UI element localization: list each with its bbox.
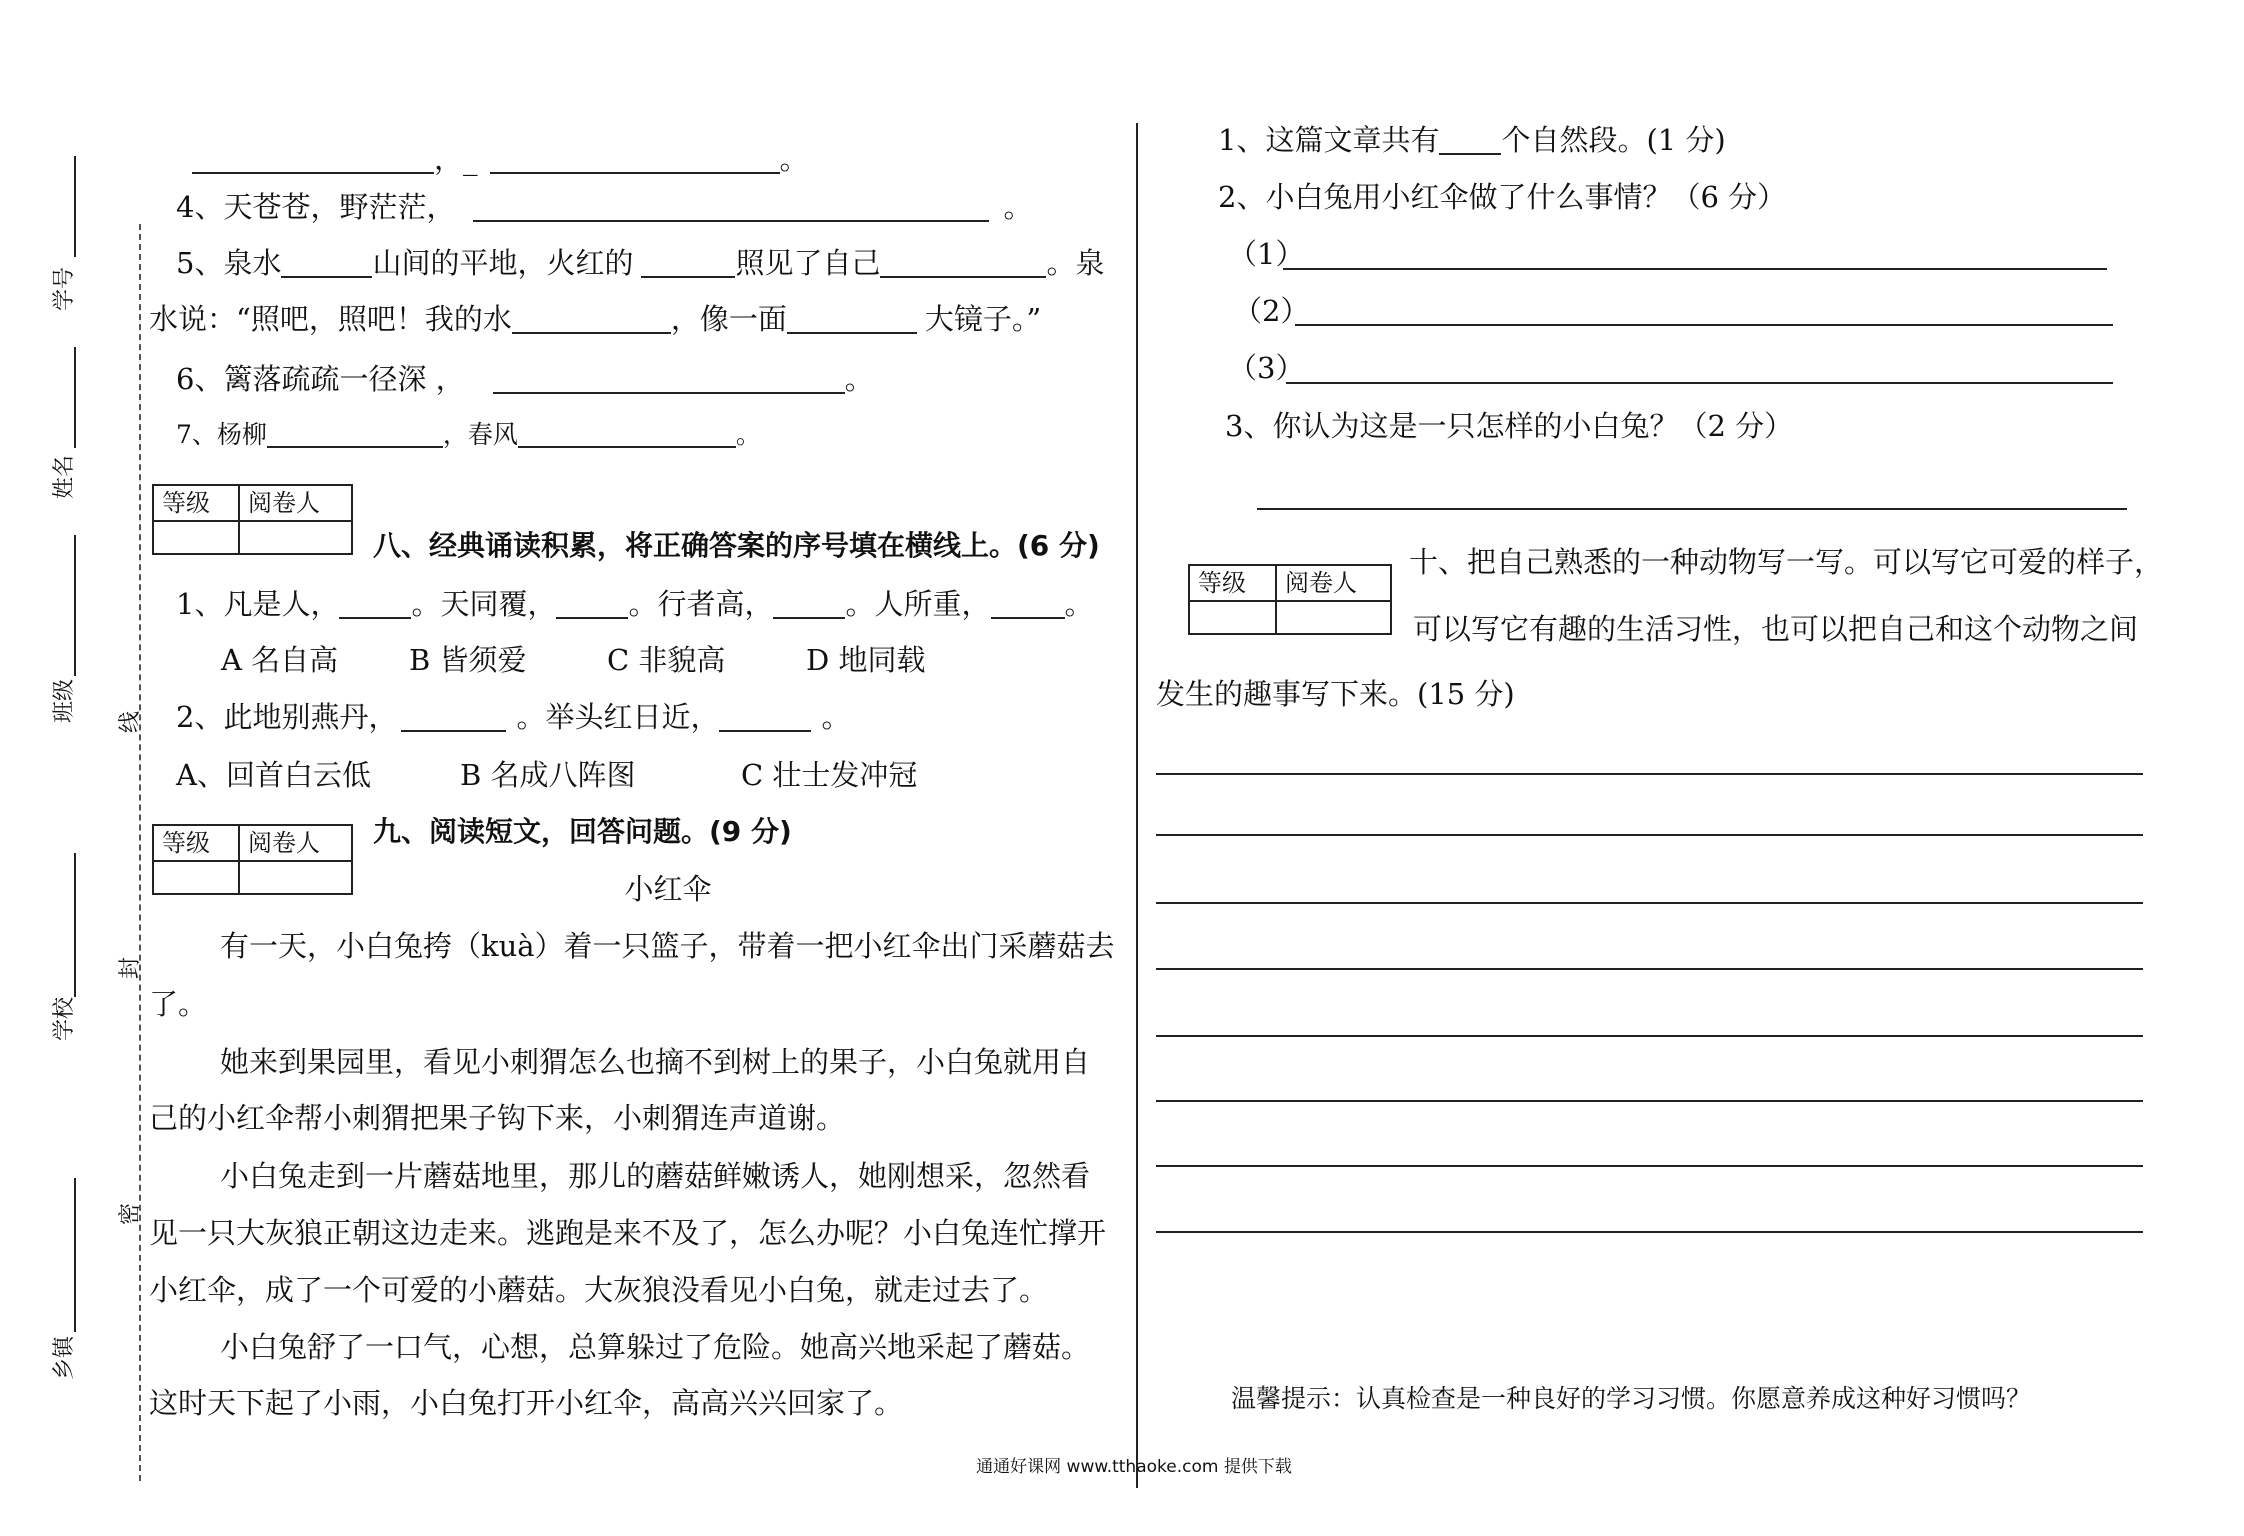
section-10-prompt-line-1: 十、把自己熟悉的一种动物写一写。可以写它可爱的样子，: [1409, 545, 2164, 579]
answer-blank: [787, 304, 917, 334]
question-text: 2、此地别燕丹，: [176, 700, 398, 734]
fill-in-text: 5、泉水: [176, 246, 282, 280]
grade-header: 等级: [153, 485, 239, 521]
answer-blank: [339, 589, 411, 619]
story-line: 己的小红伞帮小刺猬把果子钩下来，小刺猬连声道谢。: [149, 1101, 846, 1135]
fill-in-text: 水说：“照吧，照吧！我的水: [149, 302, 512, 336]
q2-option-b: B 名成八阵图: [460, 758, 636, 792]
writing-line: [1156, 1100, 2143, 1102]
answer-blank: [880, 248, 1046, 278]
fill-in-item-5-continued: [149, 299, 1041, 339]
question-text: 。行者高，: [628, 587, 774, 621]
story-line: 了。: [149, 987, 208, 1021]
section-8-question-2: [176, 697, 850, 737]
fill-in-text: 照见了自己: [735, 246, 881, 280]
question-text: 1、这篇文章共有: [1218, 123, 1440, 157]
fill-in-text: 6、篱落疏疏一径深 ，: [176, 362, 465, 396]
reading-question-2: 2、小白兔用小红伞做了什么事情？（6 分）: [1218, 180, 1787, 214]
fill-in-text: 7、杨柳: [176, 420, 267, 449]
answer-blank: [401, 702, 506, 732]
grader-header: 阅卷人: [239, 485, 352, 521]
fill-in-text: 。: [1003, 190, 1033, 224]
township-line: [74, 1178, 76, 1332]
answer-blank: [192, 144, 434, 174]
answer-blank: [991, 589, 1065, 619]
township-label: 乡镇: [52, 1335, 77, 1381]
fill-in-text: ，春风: [442, 420, 518, 449]
writing-line: [1156, 902, 2143, 904]
answer-line-2: [1295, 324, 2113, 326]
fill-in-item-7: [176, 415, 761, 455]
grade-table-section-8: [152, 484, 353, 555]
student-id-line: [74, 156, 76, 257]
section-8-heading: 八、经典诵读积累，将正确答案的序号填在横线上。(6 分): [373, 529, 1100, 562]
writing-line: [1156, 1165, 2143, 1167]
answer-blank: [490, 144, 780, 174]
column-divider: [1136, 123, 1138, 1488]
reading-question-3: 3、你认为这是一只怎样的小白兔？（2 分）: [1225, 409, 1794, 443]
seal-char-line: 线: [118, 710, 143, 734]
grader-cell: [239, 521, 352, 554]
fill-in-text: ，像一面: [670, 302, 787, 336]
q1-option-a: A 名自高: [221, 643, 339, 677]
fill-in-text: 。: [779, 142, 809, 176]
section-8-question-1: [176, 584, 1094, 624]
story-line: 她来到果园里，看见小刺猬怎么也摘不到树上的果子，小白兔就用自: [220, 1045, 1091, 1079]
fill-in-text: 4、天苍苍，野茫茫，: [176, 190, 456, 224]
story-line: 这时天下起了小雨，小白兔打开小红伞，高高兴兴回家了。: [149, 1386, 904, 1420]
grader-header: 阅卷人: [239, 825, 352, 861]
q2-option-c: C 壮士发冲冠: [741, 758, 918, 792]
question-text: 。天同覆，: [411, 587, 557, 621]
story-line: 见一只大灰狼正朝这边走来。逃跑是来不及了，怎么办呢？小白兔连忙撑开: [149, 1216, 1107, 1250]
answer-label-1: （1）: [1228, 237, 1305, 271]
question-text: 。: [1064, 587, 1094, 621]
answer-blank: [556, 589, 628, 619]
class-line: [74, 535, 76, 676]
writing-line: [1156, 1035, 2143, 1037]
writing-line: [1156, 968, 2143, 970]
fill-in-text: ，_: [434, 142, 478, 176]
student-id-label: 学号: [52, 266, 77, 312]
reading-question-1: [1218, 120, 1726, 160]
story-line: 有一天，小白兔挎（kuà）着一只篮子，带着一把小红伞出门采蘑菇去: [220, 929, 1115, 963]
answer-line-3: [1286, 382, 2113, 384]
answer-blank: [719, 702, 811, 732]
answer-blank: [518, 418, 736, 448]
question-text: 。人所重，: [845, 587, 991, 621]
answer-line-1: [1283, 268, 2107, 270]
fill-in-text: 。泉: [1046, 246, 1105, 280]
answer-blank: [473, 192, 989, 222]
grader-cell: [1276, 601, 1391, 634]
grader-header: 阅卷人: [1276, 565, 1391, 601]
seal-dashed-line: [139, 224, 141, 1481]
answer-blank: [1439, 125, 1501, 155]
page-footer: 通通好课网 www.tthaoke.com 提供下载: [976, 1457, 1292, 1477]
class-label: 班级: [52, 678, 77, 724]
q1-option-d: D 地同载: [806, 643, 926, 677]
answer-blank: [512, 304, 671, 334]
answer-blank: [493, 364, 845, 394]
grade-cell: [1189, 601, 1276, 634]
fill-in-text: 大镜子。”: [924, 302, 1042, 336]
section-9-heading: 九、阅读短文，回答问题。(9 分): [373, 815, 792, 848]
grade-table-section-10: [1188, 564, 1392, 635]
writing-line: [1156, 773, 2143, 775]
question-text: 1、凡是人，: [176, 587, 340, 621]
grader-cell: [239, 861, 352, 894]
answer-blank: [267, 418, 443, 448]
story-title: 小红伞: [624, 872, 712, 906]
question-text: 。: [821, 700, 851, 734]
answer-line-q3: [1257, 508, 2127, 510]
q2-option-a: A、回首白云低: [176, 758, 371, 792]
answer-blank: [281, 248, 372, 278]
q1-option-b: B 皆须爱: [409, 643, 527, 677]
fill-in-line-top: [192, 139, 809, 179]
fill-in-item-5: [176, 243, 1105, 283]
story-line: 小白兔走到一片蘑菇地里，那儿的蘑菇鲜嫩诱人，她刚想采，忽然看: [220, 1159, 1091, 1193]
grade-cell: [153, 861, 239, 894]
answer-label-3: （3）: [1228, 351, 1305, 385]
q1-option-c: C 非貌高: [607, 643, 726, 677]
name-line: [74, 347, 76, 448]
school-label: 学校: [52, 996, 77, 1042]
question-text: 。举头红日近，: [516, 700, 720, 734]
section-10-prompt-line-2: 可以写它有趣的生活习性，也可以把自己和这个动物之间: [1413, 612, 2139, 646]
school-line: [74, 853, 76, 997]
grade-table-section-9: [152, 824, 353, 895]
section-10-prompt-line-3: 发生的趣事写下来。(15 分): [1156, 677, 1515, 711]
fill-in-text: 。: [735, 420, 761, 449]
fill-in-item-6: [176, 359, 874, 399]
question-text: 个自然段。(1 分): [1501, 123, 1726, 157]
fill-in-text: 。: [844, 362, 874, 396]
grade-cell: [153, 521, 239, 554]
name-label: 姓名: [52, 454, 77, 500]
story-line: 小红伞，成了一个可爱的小蘑菇。大灰狼没看见小白兔，就走过去了。: [149, 1273, 1049, 1307]
friendly-tip: 温馨提示：认真检查是一种良好的学习习惯。你愿意养成这种好习惯吗？: [1231, 1384, 2032, 1413]
answer-blank: [641, 248, 735, 278]
writing-line: [1156, 1231, 2143, 1233]
fill-in-item-4: [176, 187, 1032, 227]
fill-in-text: 山间的平地，火红的: [372, 246, 634, 280]
grade-header: 等级: [1189, 565, 1276, 601]
answer-label-2: （2）: [1233, 294, 1310, 328]
grade-header: 等级: [153, 825, 239, 861]
seal-char-secret: 密: [118, 1202, 143, 1226]
answer-blank: [773, 589, 845, 619]
seal-char-seal: 封: [118, 956, 143, 980]
writing-line: [1156, 834, 2143, 836]
story-line: 小白兔舒了一口气，心想，总算躲过了危险。她高兴地采起了蘑菇。: [220, 1330, 1091, 1364]
